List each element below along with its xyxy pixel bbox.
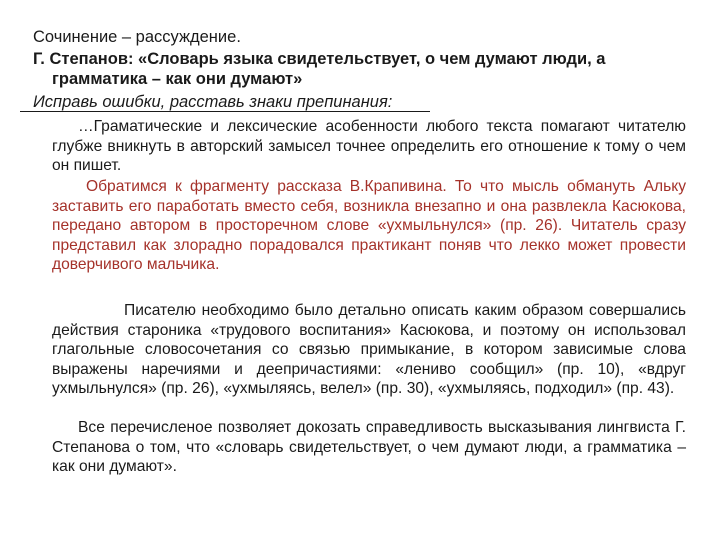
task-underline <box>20 111 430 112</box>
passage-paragraph-4: Все перечисленое позволяет докозать справедливость высказывания лингвиста Г. Степанова о том, что «словарь свидетельствует, о чем думают люди, а грамматика – как они думают». <box>52 419 686 475</box>
passage-paragraph-1: …Граматические и лексические асобенности любого текста помагают читателю глубже вникнуть в авторский замысел точнее определить его отношение к тому о чем он пишет. <box>52 118 686 174</box>
passage-paragraph-3: Писателю необходимо было детально описать каким образом совершались действия староника «трудового воспитания» Касюкова, и поэтому он использовал глагольные словосочетания со связью примыкание, в котором зависимые слова выражены наречиями и деепричастиями: «лениво сообщил» (пр. 10), «вдруг ухмыльнулся» (пр. 26), «ухмыляясь, велел» (пр. 30), «ухмыляясь, подходил» (пр. 43). <box>52 302 686 397</box>
epigraph-quote: Г. Степанов: «Словарь языка свидетельствует, о чем думают люди, а <box>33 50 606 68</box>
epigraph-quote-continuation: грамматика – как они думают» <box>52 70 303 88</box>
slide-title: Сочинение – рассуждение. <box>33 28 241 46</box>
passage-paragraph-2: Обратимся к фрагменту рассказа В.Крапивина. То что мысль обмануть Альку заставить его парaботать вместо себя, возникла внезапно и она развлекла Касюкова, передано автором в просторечном слове «ухмыльнулся» (пр. 26). Читатель сразу представил как злорадно порадовался практикант поняв что лекко может провести доверчивого мальчика. <box>52 178 686 273</box>
task-instruction: Исправь ошибки, расставь знаки препинания: <box>33 93 393 111</box>
